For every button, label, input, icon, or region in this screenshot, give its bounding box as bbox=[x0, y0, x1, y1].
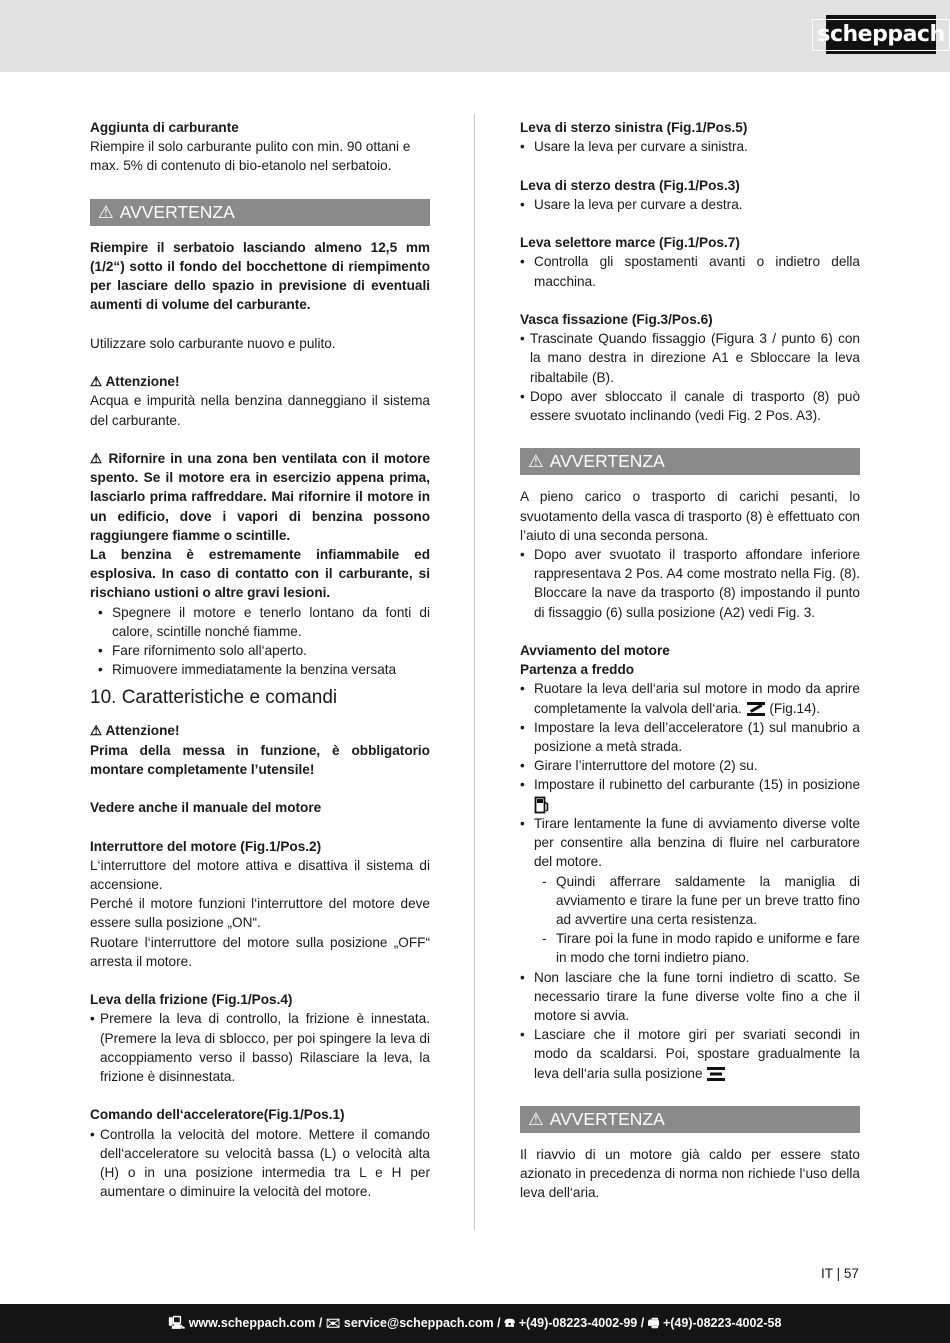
refuel-list bbox=[90, 603, 430, 680]
list-item: • Usare la leva per curvare a destra. bbox=[520, 195, 860, 214]
clutch-list bbox=[90, 1009, 430, 1086]
list-item: • Usare la leva per curvare a sinistra. bbox=[520, 137, 860, 156]
phone-number: +(49)-08223-4002-99 bbox=[518, 1316, 638, 1330]
right-lever-heading: Leva di sterzo destra (Fig.1/Pos.3) bbox=[520, 177, 740, 193]
attention-text: Acqua e impurità nella benzina danneggiano il sistema del carburante. bbox=[90, 393, 430, 428]
computer-icon: 🖳 bbox=[168, 1316, 186, 1330]
attention-heading: ⚠ Attenzione! bbox=[90, 723, 180, 739]
list-item: - Tirare poi la fune in modo rapido e uniforme e fare in modo che torni indietro piano. bbox=[520, 929, 860, 967]
warning-triangle-icon: ⚠ bbox=[90, 374, 103, 390]
switch-text: L‘interruttore del motore attiva e disattiva il sistema di accensione. bbox=[90, 857, 430, 893]
flammable-warning: La benzina è estremamente infiammabile ed esplosiva. In caso di contatto con il carburante, si rischiano ustioni o altre gravi lesioni. bbox=[90, 547, 430, 601]
warning-bar: ⚠ AVVERTENZA bbox=[520, 448, 860, 475]
brand-logo: scheppach bbox=[826, 15, 936, 54]
refuel-warning: ⚠ Rifornire in una zona ben ventilata con il motore spento. Se il motore era in esercizio appena prima, lasciarlo prima raffreddare. Mai rifornire il motore in un edificio, dove i vapori di benzina possono raggiungere fiamme o scintille. bbox=[90, 450, 431, 543]
fax-number: +(49)-08223-4002-58 bbox=[662, 1316, 782, 1330]
column-divider bbox=[474, 114, 475, 1230]
list-item: • Fare rifornimento solo all‘aperto. bbox=[90, 641, 430, 660]
gear-heading: Leva selettore marce (Fig.1/Pos.7) bbox=[520, 235, 740, 251]
switch-heading: Interruttore del motore (Fig.1/Pos.2) bbox=[90, 838, 322, 854]
email-link[interactable]: service@scheppach.com bbox=[343, 1316, 494, 1330]
warning-bar: ⚠ AVVERTENZA bbox=[520, 1106, 860, 1133]
fuel-text: Riempire il solo carburante pulito con min. 90 ottani e max. 5% di contenuto di bio-etanolo nel serbatoio. bbox=[90, 139, 411, 174]
warning-triangle-icon: ⚠ bbox=[528, 1109, 544, 1130]
warning-text: Riempire il serbatoio lasciando almeno 12,5 mm (1/2“) sotto il fondo del bocchettone di riempimento per lasciare dello spazio in previsione di eventuali aumenti di volume del carburante. bbox=[90, 239, 430, 313]
page-number: IT | 57 bbox=[820, 1266, 859, 1281]
fuel-heading: Aggiunta di carburante bbox=[90, 120, 239, 135]
right-column bbox=[520, 118, 860, 1203]
list-item: • Lasciare che il motore giri per svariati secondi in modo da scaldarsi. Poi, spostare gradualmente la leva dell‘aria sulla posizione bbox=[520, 1025, 860, 1083]
list-item: • Spegnere il motore e tenerlo lontano da fonti di calore, scintille nonché fiamme. bbox=[90, 603, 430, 641]
list-item: - Quindi afferrare saldamente la maniglia di avviamento e tirare la fune per un breve tratto fino ad avvertire una certa resistenza. bbox=[520, 872, 860, 930]
mail-icon: ✉ bbox=[325, 1316, 341, 1330]
throttle-heading: Comando dell‘acceleratore(Fig.1/Pos.1) bbox=[90, 1107, 345, 1123]
list-item: • Impostare la leva dell’acceleratore (1) sul manubrio a posizione a metà strada. bbox=[520, 718, 860, 756]
phone-icon: ☎ bbox=[504, 1316, 516, 1330]
list-item: • Girare l’interruttore del motore (2) su. bbox=[520, 756, 860, 775]
warning-text: Il riavvio di un motore già caldo per essere stato azionato in precedenza di norma non richiede l‘uso della leva dell‘aria. bbox=[520, 1147, 860, 1201]
left-column bbox=[90, 118, 430, 1201]
website-link[interactable]: www.scheppach.com bbox=[188, 1316, 316, 1330]
list-item: • Controlla la velocità del motore. Mettere il comando dell‘acceleratore su velocità bassa (L) o velocità alta (H) o in una posizione intermedia tra L e H per aumentare o diminuire la velocità del motore. bbox=[90, 1125, 430, 1202]
throttle-list bbox=[90, 1125, 430, 1202]
warning-bar: ⚠ AVVERTENZA bbox=[90, 199, 430, 226]
warning-triangle-icon: ⚠ bbox=[528, 451, 544, 472]
warning-text: A pieno carico o trasporto di carichi pesanti, lo svuotamento della vasca di trasporto (8) è effettuato con l’aiuto di una seconda persona. bbox=[520, 489, 860, 543]
engine-manual-note: Vedere anche il manuale del motore bbox=[90, 800, 322, 816]
list-item: • Dopo aver sbloccato il canale di trasporto (8) può essere svuotato inclinando (vedi Fig. 2 Pos. A3). bbox=[520, 387, 860, 425]
choke-closed-icon bbox=[746, 701, 766, 717]
warning-triangle-icon: ⚠ bbox=[98, 201, 114, 222]
clutch-heading: Leva della frizione (Fig.1/Pos.4) bbox=[90, 992, 293, 1008]
list-item: • Trascinate Quando fissaggio (Figura 3 / punto 6) con la mano destra in direzione A1 e Sbloccare la leva ribaltabile (B). bbox=[520, 329, 860, 387]
section-title: 10. Caratteristiche e comandi bbox=[90, 687, 338, 709]
list-item: • Ruotare la leva dell‘aria sul motore in modo da aprire completamente la valvola dell‘aria. (Fig.14). bbox=[520, 679, 860, 717]
list-item: • Tirare lentamente la fune di avviamento diverse volte per consentire alla benzina di fluire nel carburatore del motore. bbox=[520, 814, 860, 872]
attention-heading: ⚠ Attenzione! bbox=[90, 374, 180, 390]
list-item: • Premere la leva di controllo, la frizione è innestata. (Premere la leva di sblocco, per poi spingere la leva di accoppiamento verso il basso) Rilasciare la leva, la frizione è disinnestata. bbox=[90, 1009, 430, 1086]
clean-fuel-text: Utilizzare solo carburante nuovo e pulito. bbox=[90, 335, 336, 351]
fax-icon: 🖷 bbox=[647, 1316, 660, 1330]
fuel-pump-icon bbox=[534, 796, 550, 814]
start-heading: Avviamento del motore bbox=[520, 643, 670, 658]
list-item: • Impostare il rubinetto del carburante (15) in posizione bbox=[520, 775, 860, 814]
switch-text: Perché il motore funzioni l‘interruttore del motore deve essere sulla posizione „ON“. bbox=[90, 896, 430, 931]
attention-text: Prima della messa in funzione, è obbligatorio montare completamente l’utensile! bbox=[90, 742, 430, 777]
warning-triangle-icon: ⚠ bbox=[90, 450, 104, 466]
cold-start-heading: Partenza a freddo bbox=[520, 662, 635, 678]
list-item: • Dopo aver svuotato il trasporto affondare inferiore rappresentava 2 Pos. A4 come mostrato nella Fig. (8). Bloccare la nave da trasporto (8) impostando il punto di fissaggio (6) sulla posizione (A2) vedi Fig. 3. bbox=[520, 545, 860, 622]
footer-bar: 🖳 www.scheppach.com / ✉ service@scheppach.com / ☎ +(49)-08223-4002-99 / 🖷 +(49)-08223-4002-58 bbox=[0, 1304, 950, 1343]
warning-triangle-icon: ⚠ bbox=[90, 723, 103, 739]
tub-heading: Vasca fissazione (Fig.3/Pos.6) bbox=[520, 311, 713, 327]
left-lever-heading: Leva di sterzo sinistra (Fig.1/Pos.5) bbox=[520, 120, 748, 135]
header-bar bbox=[0, 0, 950, 72]
list-item: • Rimuovere immediatamente la benzina versata bbox=[90, 660, 430, 679]
list-item: • Non lasciare che la fune torni indietro di scatto. Se necessario tirare la fune diverse volte fino a che il motore si avvia. bbox=[520, 968, 860, 1026]
switch-text: Ruotare l‘interruttore del motore sulla posizione „OFF“ arresta il motore. bbox=[90, 934, 430, 969]
choke-open-icon bbox=[706, 1066, 726, 1082]
list-item: • Controlla gli spostamenti avanti o indietro della macchina. bbox=[520, 252, 860, 290]
